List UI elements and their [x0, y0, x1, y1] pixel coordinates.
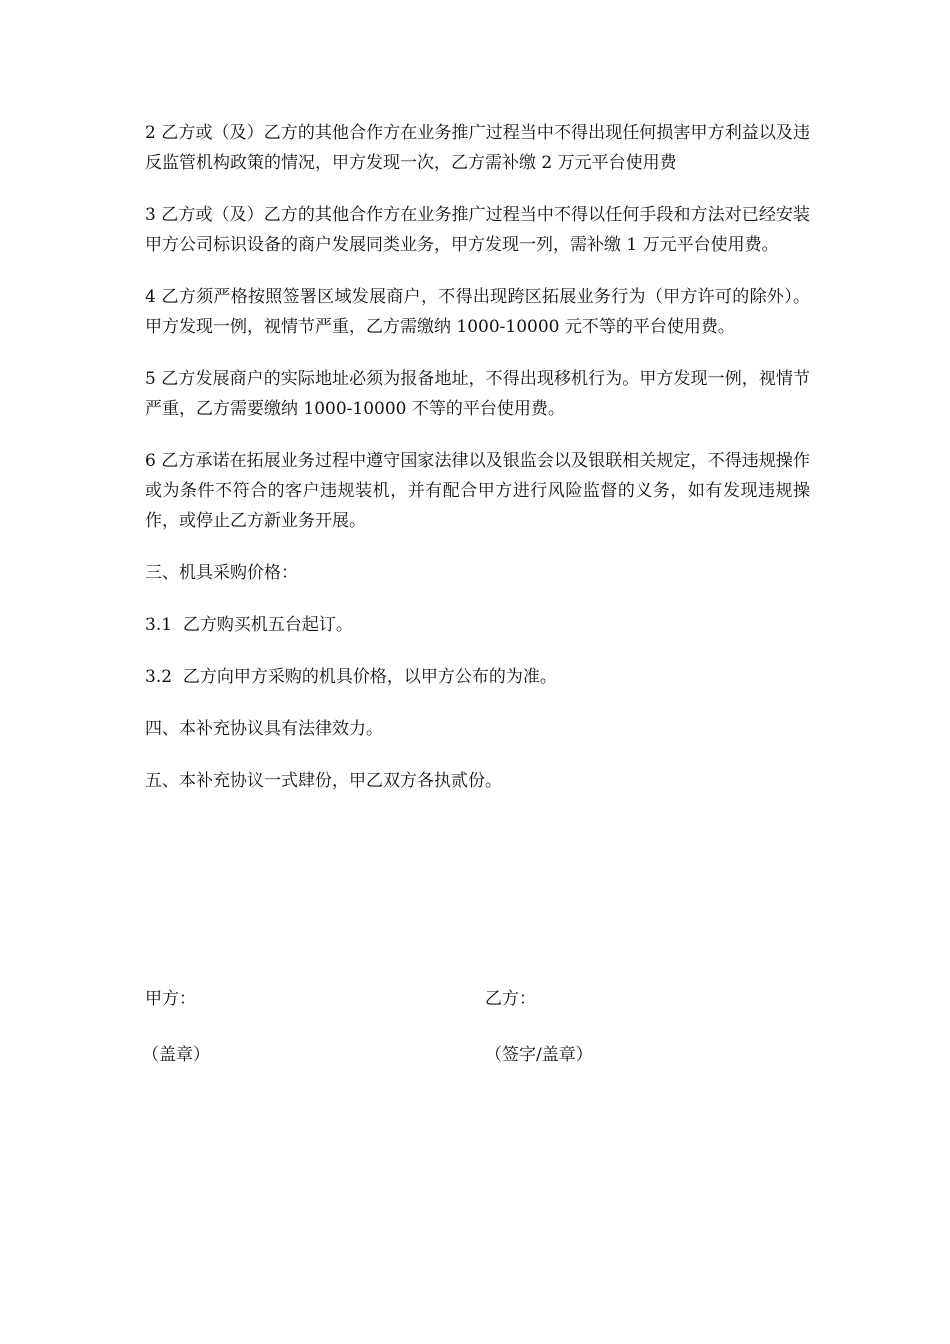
party-b-seal: （签字/盖章）: [485, 1045, 593, 1065]
party-a-seal: （盖章）: [142, 1045, 210, 1065]
document-body: [145, 118, 810, 818]
clause-2: 2 乙方或（及）乙方的其他合作方在业务推广过程当中不得出现任何损害甲方利益以及违反监管机构政策的情况，甲方发现一次，乙方需补缴 2 万元平台使用费: [145, 123, 810, 173]
clause-3: 3 乙方或（及）乙方的其他合作方在业务推广过程当中不得以任何手段和方法对已经安装甲方公司标识设备的商户发展同类业务，甲方发现一列，需补缴 1 万元平台使用费。: [145, 205, 810, 255]
clause-6: 6 乙方承诺在拓展业务过程中遵守国家法律以及银监会以及银联相关规定，不得违规操作或为条件不符合的客户违规装机，并有配合甲方进行风险监督的义务，如有发现违规操作，或停止乙方新业务开展。: [145, 451, 810, 531]
clause-4: 4 乙方须严格按照签署区域发展商户，不得出现跨区拓展业务行为（甲方许可的除外）。甲方发现一例，视情节严重，乙方需缴纳 1000-10000 元不等的平台使用费。: [145, 287, 810, 337]
party-a-label: 甲方：: [145, 989, 196, 1009]
section-3-title: 三、机具采购价格：: [145, 563, 298, 583]
party-b-label: 乙方：: [485, 989, 536, 1009]
section-4: 四、本补充协议具有法律效力。: [145, 719, 383, 739]
section-3-item-1: 3.1 乙方购买机五台起订。: [145, 615, 353, 635]
section-3-item-2: 3.2 乙方向甲方采购的机具价格，以甲方公布的为准。: [145, 667, 557, 687]
clause-5: 5 乙方发展商户的实际地址必须为报备地址，不得出现移机行为。甲方发现一例，视情节严重，乙方需要缴纳 1000-10000 不等的平台使用费。: [145, 369, 810, 419]
section-5: 五、本补充协议一式肆份，甲乙双方各执贰份。: [145, 771, 502, 791]
